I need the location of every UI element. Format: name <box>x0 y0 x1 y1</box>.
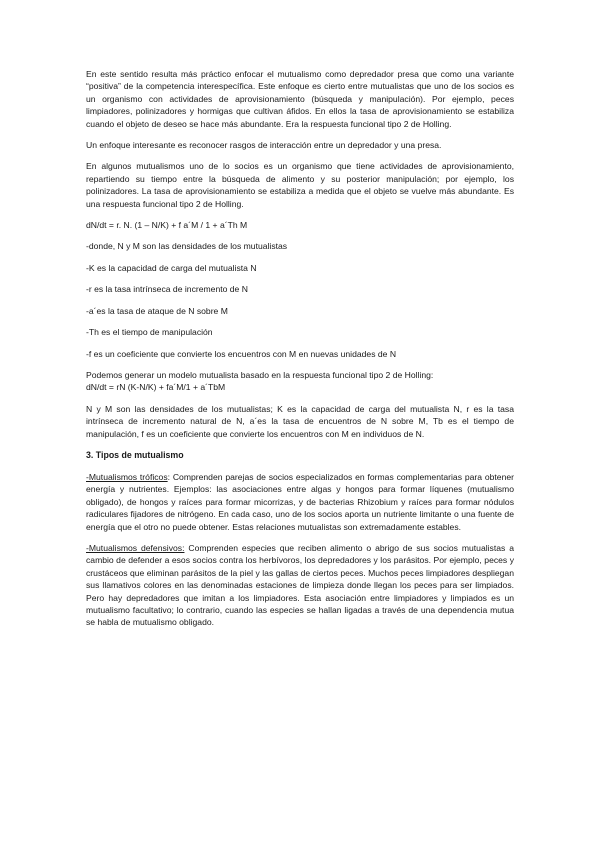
paragraph-predator-prey-approach: En este sentido resulta más práctico enfocar el mutualismo como depredador presa que como una variante “positiva” de la competencia interespecífica. Este enfoque es cierto entre mutualistas que uno de los socios es un organismo con actividades de aprovisionamiento (búsqueda y manipulación). Por ejemplo, peces limpiadores, polinizadores y hormigas que cultivan áfidos. En ellos la tasa de aprovisionamiento se estabiliza cuando el objeto de deseo se hace más abundante. Era la respuesta funcional tipo 2 de Holling. <box>86 69 514 129</box>
paragraph-provisioning-mutualisms: En algunos mutualismos uno de lo socios es un organismo que tiene actividades de aprovisionamiento, repartiendo su tiempo entre la búsqueda de alimento y su posterior manipulación; por ejemplo, los polinizadores. La tasa de aprovisionamiento se estabiliza a medida que el objeto se vuelve más abundante. Es una respuesta funcional tipo 2 de Holling. <box>86 161 514 209</box>
paragraph-trophic-mutualisms <box>86 471 514 533</box>
section-heading-tipos: 3. Tipos de mutualismo <box>86 449 184 460</box>
trophic-text: : Comprenden parejas de socios especializados en formas complementarias para obtener energía y nutrientes. Ejemplos: las asociaciones entre algas y hongos para formar líquenes (mutualismo obligado), de hongos y raíces para formar micorrizas, y de bacterias Rhizobium y raíces para formar nódulos radiculares fijadores de nitrógeno. En cada caso, uno de los socios aporta un nutriente limitante o una fuente de energía que el otro no puede obtener. Estas relaciones mutualistas son extremadamente estables. <box>86 471 514 532</box>
trophic-label: -Mutualismos tróficos <box>86 471 168 482</box>
definition-f: -f es un coeficiente que convierte los encuentros con M en nuevas unidades de N <box>86 348 397 359</box>
model-intro-text: Podemos generar un modelo mutualista basado en la respuesta funcional tipo 2 de Holling: <box>86 369 434 380</box>
paragraph-interesting-approach: Un enfoque interesante es reconocer rasgos de interacción entre un depredador y una presa. <box>86 140 442 151</box>
definition-a: -a´es la tasa de ataque de N sobre M <box>86 305 228 316</box>
definition-th: -Th es el tiempo de manipulación <box>86 327 213 338</box>
paragraph-model-holling <box>86 369 514 394</box>
defensive-text: Comprenden especies que reciben alimento o abrigo de sus socios mutualistas a cambio de defender a esos socios contra los herbívoros, los depredadores y los parásitos. Por ejemplo, peces y crustáceos que eliminan parásitos de la piel y las gallas de ciertos peces. Muchos peces limpiadores despliegan sus llamativos colores en las denominadas estaciones de limpieza donde llegan los peces para ser limpiados. Pero hay depredadores que imitan a los limpiadores. Esta asociación entre limpiadores y limpiados es un mutualismo facultativo; lo contrario, cuando las especies se hallan ligadas a través de una dependencia mutua se habla de mutualismo obligado. <box>86 542 514 628</box>
equation-holling-1: dN/dt = r. N. (1 – N/K) + f a´M / 1 + a´Th M <box>86 220 248 231</box>
definition-k: -K es la capacidad de carga del mutualista N <box>86 262 257 273</box>
equation-holling-2: dN/dt = rN (K-N/K) + fa´M/1 + a´TbM <box>86 382 226 393</box>
definition-r: -r es la tasa intrínseca de incremento de N <box>86 284 248 295</box>
definition-n-m: -donde, N y M son las densidades de los mutualistas <box>86 241 288 252</box>
paragraph-variable-definitions: N y M son las densidades de los mutualistas; K es la capacidad de carga del mutualista N, r es la tasa intrínseca de incremento natural de N, a´es la tasa de encuentros de N sobre M, Tb es el tiempo de manipulación, f es un coeficiente que convierte los encuentros con M en individuos de N. <box>86 403 514 439</box>
document-page <box>86 68 514 638</box>
paragraph-defensive-mutualisms <box>86 542 514 629</box>
defensive-label: -Mutualismos defensivos: <box>86 542 185 553</box>
